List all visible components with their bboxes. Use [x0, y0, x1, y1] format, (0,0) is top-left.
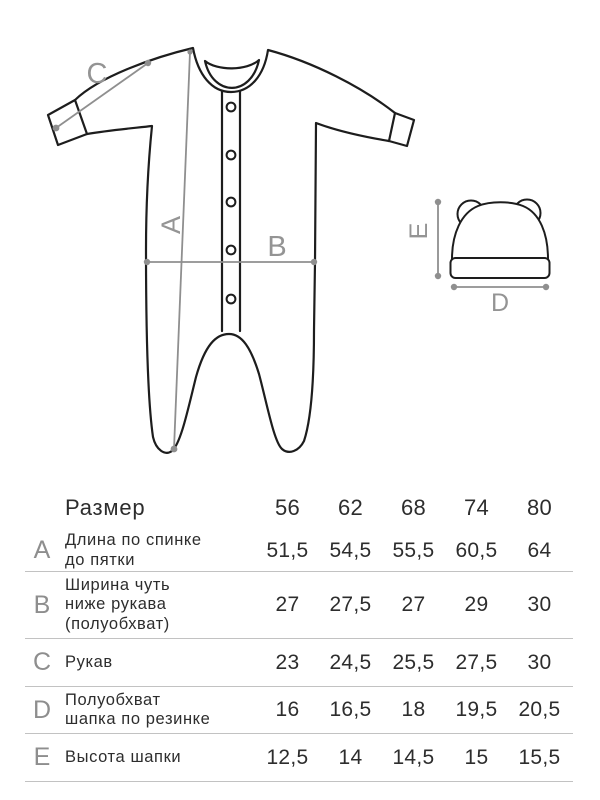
cell-value: 29	[464, 593, 489, 616]
cell-value: 20,5	[518, 698, 561, 721]
cell-value: 27,5	[329, 593, 372, 616]
cell-value: 51,5	[266, 538, 309, 562]
size-column-56: 56	[274, 495, 301, 520]
table-row-a	[25, 530, 573, 572]
cell-value: 14,5	[392, 745, 435, 769]
cell-value: 16	[275, 698, 300, 721]
cell-value: 27	[401, 593, 426, 616]
cell-value: 14	[338, 745, 363, 769]
measure-label-b: B	[267, 231, 287, 263]
size-table-title: Размер	[65, 495, 146, 520]
row-label: Высота шапки	[65, 747, 182, 766]
cell-value: 30	[527, 650, 552, 674]
row-label: Полуобхват шапка по резинке	[65, 690, 211, 728]
row-label: Длина по спинке до пятки	[65, 531, 202, 569]
row-letter: B	[33, 590, 51, 619]
table-row-e	[25, 734, 573, 782]
cell-value: 16,5	[329, 698, 372, 721]
cell-value: 60,5	[455, 538, 498, 562]
measure-label-e: E	[405, 222, 433, 240]
table-row-b	[25, 572, 573, 639]
size-column-74: 74	[463, 495, 490, 520]
measure-label-a: A	[156, 215, 186, 235]
size-table-header	[25, 486, 573, 530]
row-label: Ширина чуть ниже рукава (полуобхват)	[65, 575, 171, 633]
cell-value: 15,5	[518, 745, 561, 769]
cell-value: 23	[275, 650, 300, 674]
size-column-80: 80	[526, 495, 553, 520]
measure-label-c: C	[86, 58, 108, 90]
row-letter: C	[32, 648, 52, 676]
hat-brim	[451, 258, 550, 278]
cell-value: 54,5	[329, 538, 372, 562]
cell-value: 55,5	[392, 538, 435, 562]
size-table	[25, 486, 573, 782]
cell-value: 15	[464, 745, 489, 769]
size-column-62: 62	[337, 495, 364, 520]
cell-value: 24,5	[329, 650, 372, 674]
row-label: Рукав	[65, 652, 113, 671]
cell-value: 25,5	[392, 650, 435, 674]
cell-value: 18	[401, 698, 426, 721]
cell-value: 64	[527, 538, 552, 562]
row-letter: A	[33, 536, 51, 564]
row-letter: E	[33, 743, 51, 771]
table-row-c	[25, 639, 573, 687]
cell-value: 12,5	[266, 745, 309, 769]
measure-label-d: D	[490, 289, 510, 317]
cell-value: 19,5	[455, 698, 498, 721]
cell-value: 30	[527, 593, 552, 616]
cell-value: 27	[275, 593, 300, 616]
cell-value: 27,5	[455, 650, 498, 674]
size-column-68: 68	[400, 495, 427, 520]
row-letter: D	[32, 695, 52, 724]
table-row-d	[25, 687, 573, 734]
